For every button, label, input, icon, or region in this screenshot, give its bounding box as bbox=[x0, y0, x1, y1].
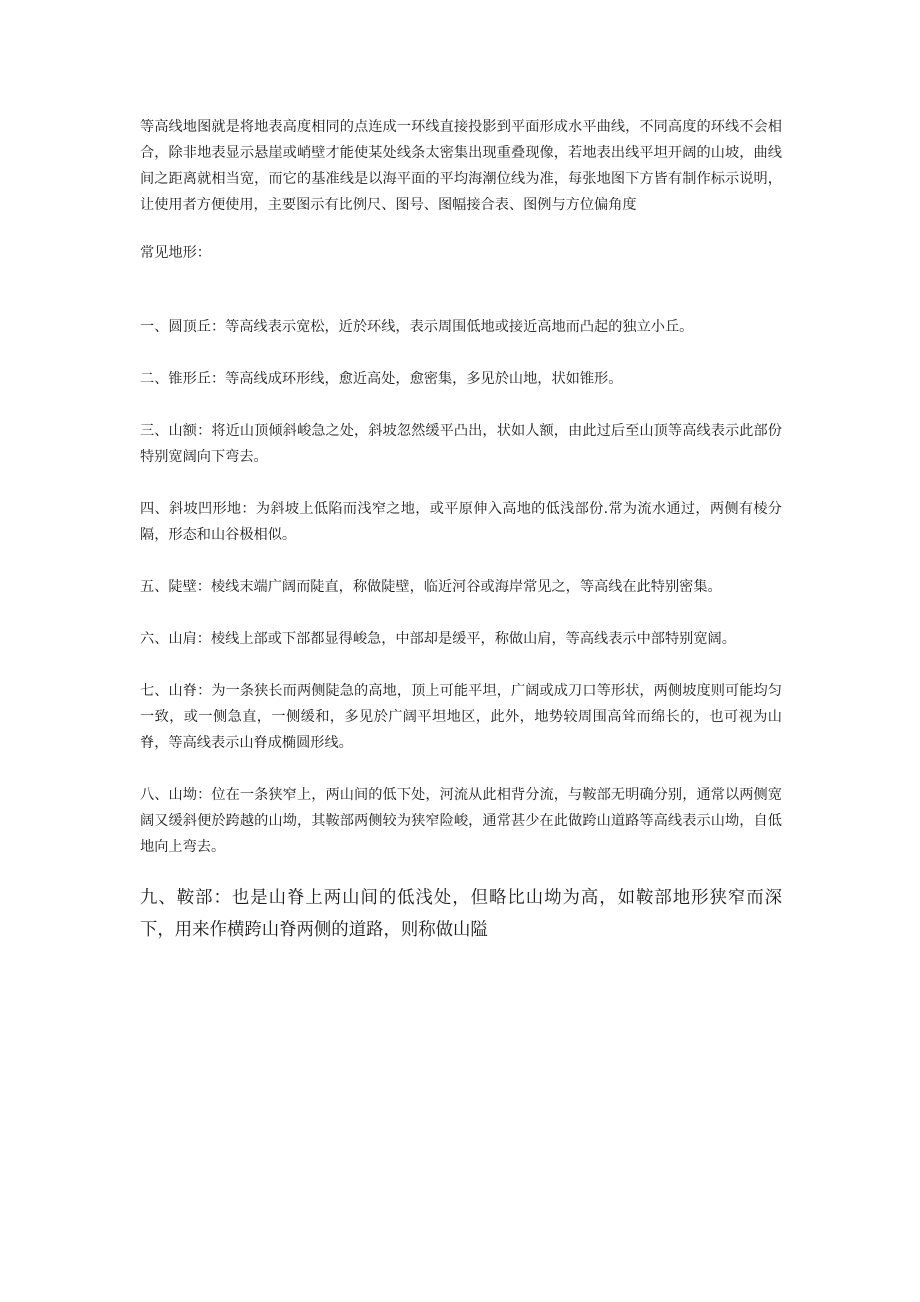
terrain-item-saddle: 九、鞍部：也是山脊上两山间的低浅处，但略比山坳为高，如鞍部地形狭窄而深下，用来作横跨山脊两侧的道路，则称做山隘 bbox=[140, 888, 782, 940]
terrain-item-dome-hill: 一、圆顶丘：等高线表示宽松，近於环线，表示周围低地或接近高地而凸起的独立小丘。 bbox=[140, 319, 694, 335]
terrain-item-mountain-brow: 三、山额：将近山顶倾斜峻急之处，斜坡忽然缓平凸出，状如人额，由此过后至山顶等高线表示此部份特别宽阔向下弯去。 bbox=[140, 423, 782, 465]
terrain-item-slope-hollow: 四、斜坡凹形地：为斜坡上低陷而浅窄之地，或平原伸入高地的低浅部份.常为流水通过，两侧有棱分隔，形态和山谷极相似。 bbox=[140, 501, 782, 543]
intro-paragraph: 等高线地图就是将地表高度相同的点连成一环线直接投影到平面形成水平曲线，不同高度的环线不会相合，除非地表显示悬崖或峭壁才能使某处线条太密集出现重叠现像，若地表出线平坦开阔的山坡，曲线间之距离就相当宽，而它的基准线是以海平面的平均海潮位线为准，每张地图下方皆有制作标示说明，让使用者方便使用，主要图示有比例尺、图号、图幅接合表、图例与方位偏角度 bbox=[140, 119, 782, 213]
document-page bbox=[140, 114, 782, 972]
terrain-item-cone-hill: 二、锥形丘：等高线成环形线，愈近高处，愈密集，多见於山地，状如锥形。 bbox=[140, 371, 623, 387]
terrain-item-ridge: 七、山脊：为一条狭长而两侧陡急的高地，顶上可能平坦，广阔或成刀口等形状，两侧坡度则可能均匀一致，或一侧急直，一侧缓和，多见於广阔平坦地区，此外，地势较周围高耸而绵长的，也可视为山脊，等高线表示山脊成椭圆形线。 bbox=[140, 683, 782, 751]
terrain-item-col: 八、山坳：位在一条狭窄上，两山间的低下处，河流从此相背分流，与鞍部无明确分别，通常以两侧宽阔又缓斜便於跨越的山坳，其鞍部两侧较为狭窄险峻，通常甚少在此做跨山道路等高线表示山坳，自低地向上弯去。 bbox=[140, 787, 782, 855]
terrain-item-shoulder: 六、山肩：棱线上部或下部都显得峻急，中部却是缓平，称做山肩，等高线表示中部特别宽阔。 bbox=[140, 631, 736, 647]
terrain-item-cliff: 五、陡壁：棱线末端广阔而陡直，称做陡壁，临近河谷或海岸常见之，等高线在此特别密集。 bbox=[140, 579, 722, 595]
section-heading: 常见地形： bbox=[140, 245, 211, 261]
